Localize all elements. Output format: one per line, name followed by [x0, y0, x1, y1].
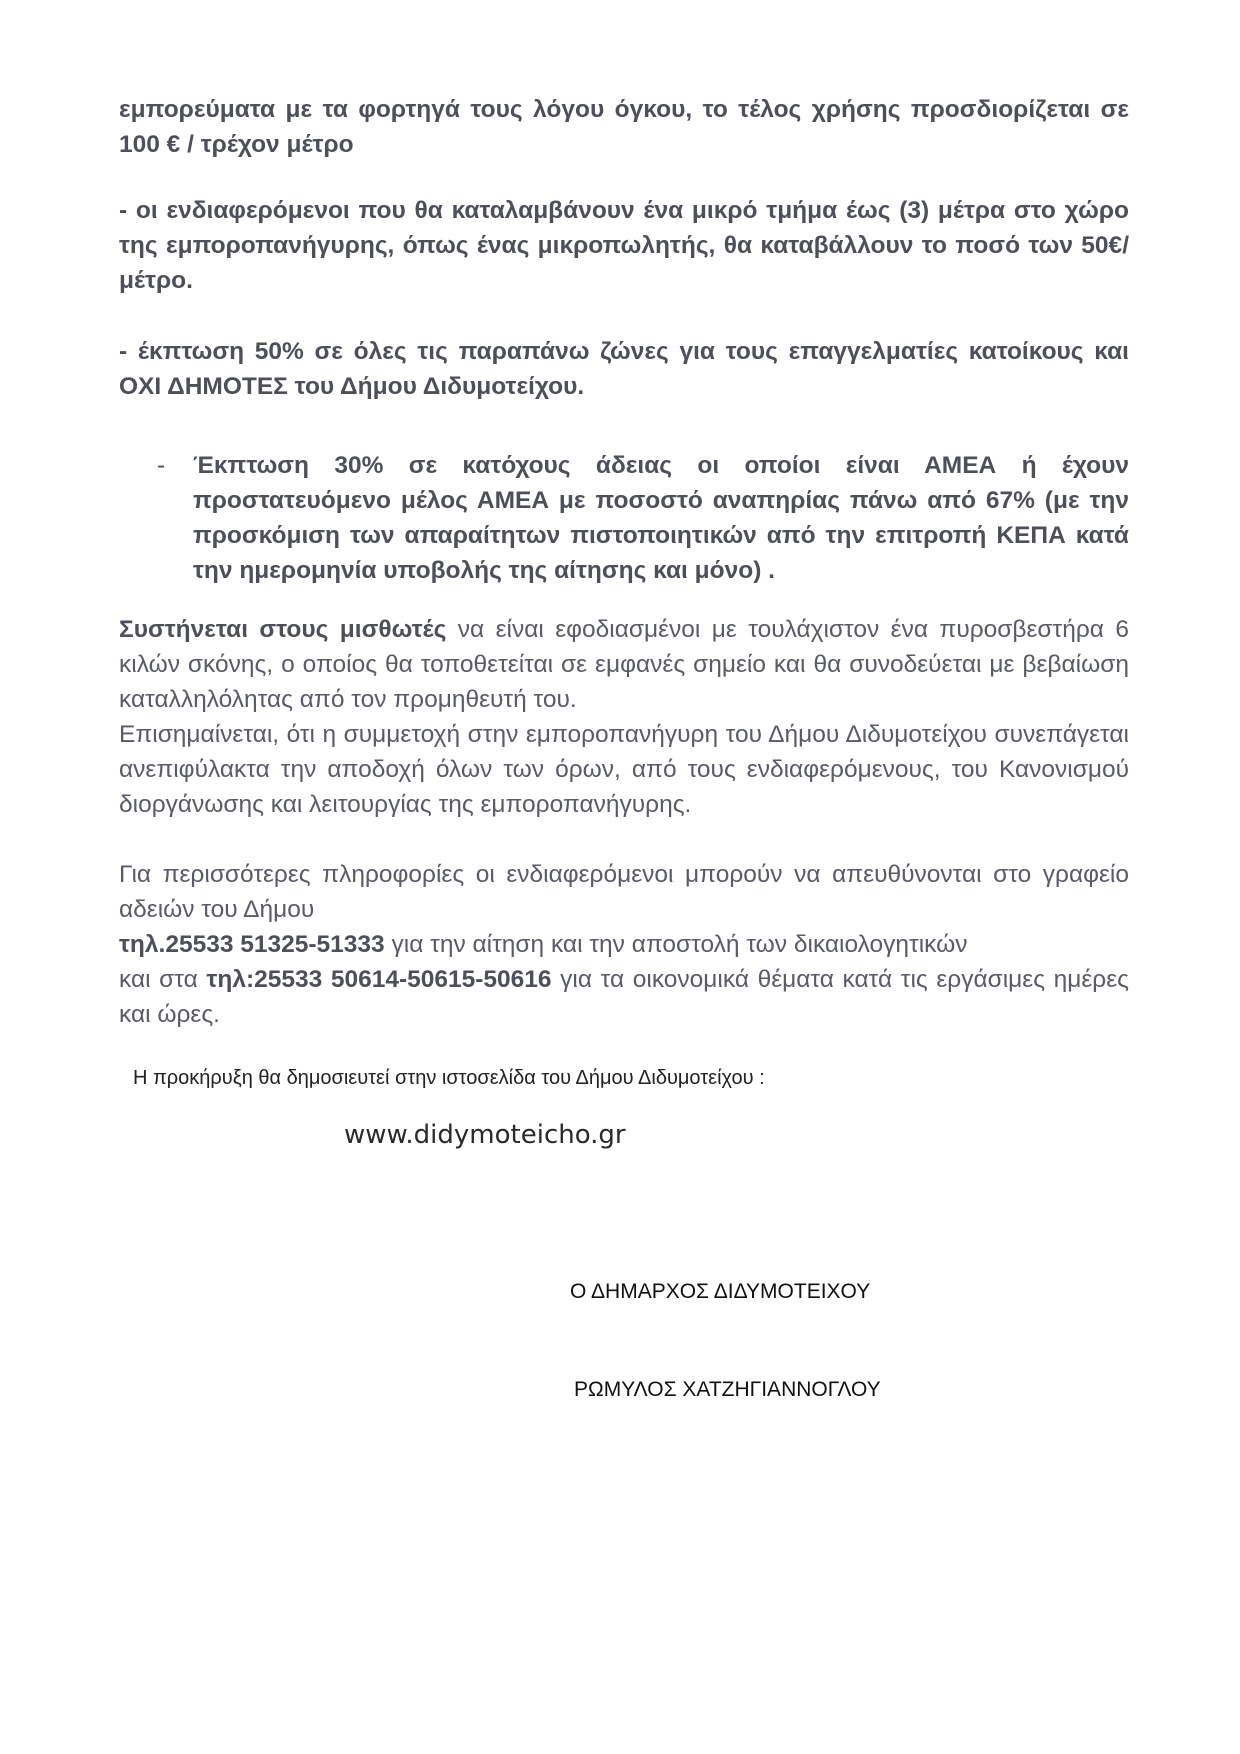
phone-applications-desc: για την αίτηση και την αποστολή των δικαιολογητικών — [384, 931, 968, 958]
small-vendor-fee-paragraph: - οι ενδιαφερόμενοι που θα καταλαμβάνουν ένα μικρό τμήμα έως (3) μέτρα στο χώρο της εμποροπανήγυρης, όπως ένας μικροπωλητής, θα καταβάλλουν το ποσό των 50€/μέτρο. — [119, 197, 1129, 294]
phone-finance-desc: για τα οικονομικά θέματα κατά τις εργάσιμες ημέρες και ώρες. — [119, 966, 1129, 1028]
participation-terms-paragraph: Επισημαίνεται, ότι η συμμετοχή στην εμποροπανήγυρη του Δήμου Διδυμοτείχου συνεπάγεται ανεπιφύλακτα την αποδοχή όλων των όρων, από τους ενδιαφερόμενους, του Κανονισμού διοργάνωσης και λειτουργίας της εμποροπανήγυρης. — [119, 721, 1129, 818]
truck-fee-paragraph: εμπορεύματα με τα φορτηγά τους λόγου όγκου, το τέλος χρήσης προσδιορίζεται σε 100 € / τρέχον μέτρο — [119, 96, 1129, 158]
website-url: www.didymoteicho.gr — [344, 1120, 626, 1150]
discount-50-paragraph: - έκπτωση 50% σε όλες τις παραπάνω ζώνες για τους επαγγελματίες κατοίκους και ΟΧΙ ΔΗΜΟΤΕΣ του Δήμου Διδυμοτείχου. — [119, 338, 1129, 400]
info-paragraph: Για περισσότερες πληροφορίες οι ενδιαφερόμενοι μπορούν να απευθύνονται στο γραφείο αδειών του Δήμου — [119, 861, 1129, 923]
phone-finance: τηλ:25533 50614-50615-50616 — [206, 966, 552, 993]
recommendation-rest: να είναι εφοδιασμένοι με τουλάχιστον ένα πυροσβεστήρα 6 κιλών σκόνης, ο οποίος θα τοποθετείται σε εμφανές σημείο και θα συνοδεύεται με βεβαίωση καταλληλόλητας από τον προμηθευτή του. — [119, 616, 1129, 713]
mayor-title: Ο ΔΗΜΑΡΧΟΣ ΔΙΔΥΜΟΤΕΙΧΟΥ — [570, 1280, 871, 1303]
recommendation-lead: Συστήνεται στους μισθωτές — [119, 616, 447, 643]
mayor-name: ΡΩΜΥΛΟΣ ΧΑΤΖΗΓΙΑΝΝΟΓΛΟΥ — [574, 1378, 881, 1401]
bullet-dash: - — [157, 452, 166, 479]
phone-finance-prefix: και στα — [119, 966, 207, 993]
publication-notice: Η προκήρυξη θα δημοσιευτεί στην ιστοσελίδα του Δήμου Διδυμοτείχου : — [133, 1067, 765, 1089]
extinguisher-recommendation — [119, 612, 1129, 717]
discount-30-text: Έκπτωση 30% σε κατόχους άδειας οι οποίοι είναι ΑΜΕΑ ή έχουν προστατευόμενο μέλος ΑΜΕΑ με ποσοστό αναπηρίας πάνω από 67% (με την προσκόμιση των απαραίτητων πιστοποιητικών από την επιτροπή ΚΕΠΑ κατά την ημερομηνία υποβολής της αίτησης και μόνο) . — [193, 452, 1129, 584]
phone-applications: τηλ.25533 51325-51333 — [119, 931, 385, 958]
contacts-paragraph — [119, 927, 1129, 1032]
